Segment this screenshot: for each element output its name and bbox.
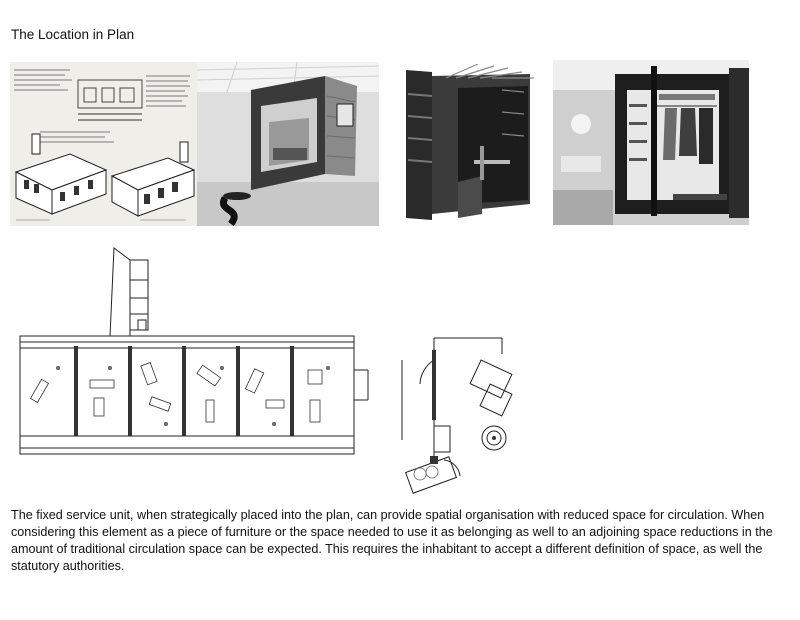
- unit-plan-detail-image: [384, 330, 536, 502]
- page-title: The Location in Plan: [11, 27, 135, 42]
- unit-photo-image: [197, 62, 379, 226]
- cabinet-photo-image: [398, 64, 538, 222]
- wardrobe-photo-image: [553, 60, 749, 225]
- sketch-image: [10, 62, 197, 226]
- long-floor-plan-image: [10, 240, 382, 475]
- caption-text: The fixed service unit, when strategically placed into the plan, can provide spatial organisation with reduced space for circulation. When considering this element as a piece of furniture or the space needed to use it as belonging as well to an adjoining space reductions in the amount of traditional circulation space can be expected. This requires the inhabitant to accept a different definition of space, as well the statutory authorities.: [11, 508, 773, 573]
